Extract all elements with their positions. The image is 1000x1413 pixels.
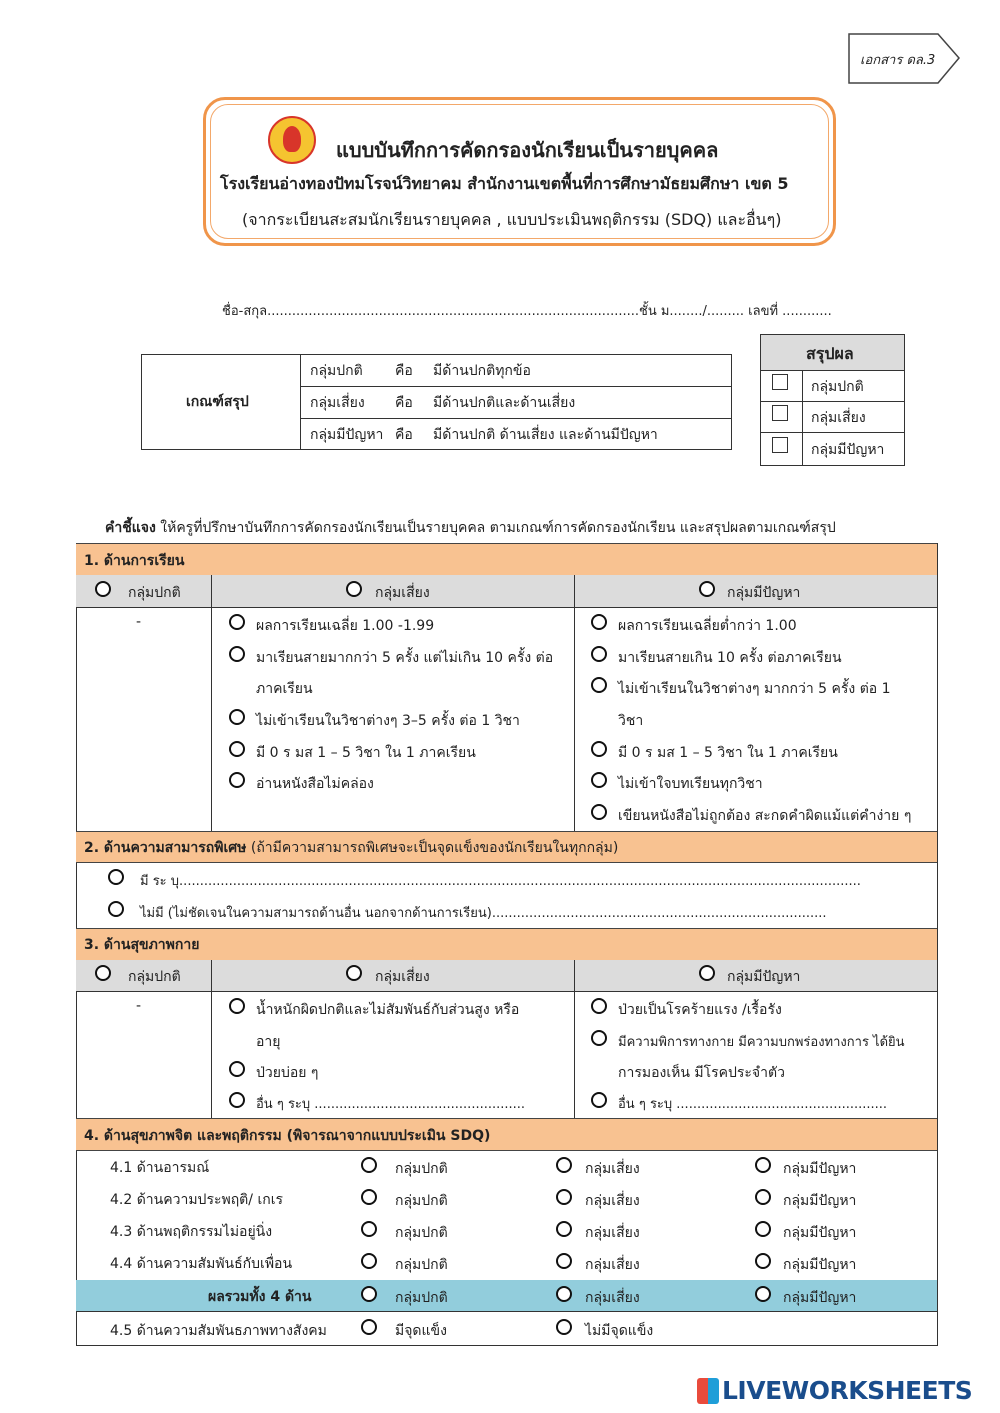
sdq-normal-label: กลุ่มปกติ [395, 1257, 448, 1273]
s1-problem-item-radio[interactable] [591, 772, 607, 788]
criteria-is: คือ [395, 363, 413, 379]
s1-problem-item: ผลการเรียนเฉลี่ยต่ำกว่า 1.00 [618, 618, 797, 634]
sdq-problem-label: กลุ่มมีปัญหา [783, 1225, 857, 1241]
criteria-desc: มีด้านปกติ ด้านเสี่ยง และด้านมีปัญหา [433, 427, 658, 443]
s1-problem-radio[interactable] [699, 581, 715, 597]
s3-risk-label: กลุ่มเสี่ยง [375, 969, 430, 985]
s1-problem-item-radio[interactable] [591, 804, 607, 820]
school-name: โรงเรียนอ่างทองปัทมโรจน์วิทยาคม สำนักงานเขตพื้นที่การศึกษามัธยมศึกษา เขต 5 [220, 174, 789, 193]
sdq-risk-label: กลุ่มเสี่ยง [585, 1161, 640, 1177]
liveworksheets-logo: LIVEWORKSHEETS [722, 1376, 973, 1405]
summary-checkbox-risk[interactable] [772, 405, 788, 421]
s1-risk-label: กลุ่มเสี่ยง [375, 585, 430, 601]
s1-risk-radio[interactable] [346, 581, 362, 597]
sdq-problem-radio[interactable] [755, 1157, 771, 1173]
s3-problem-item[interactable]: อื่น ๆ ระบุ ................................................... [618, 1097, 888, 1112]
total-problem-label: กลุ่มมีปัญหา [783, 1290, 857, 1306]
s1-problem-item-radio[interactable] [591, 614, 607, 630]
s2-none-radio[interactable] [108, 901, 124, 917]
s3-normal-none: - [136, 998, 142, 1014]
s1-risk-item: ผลการเรียนเฉลี่ย 1.00 -1.99 [256, 618, 435, 634]
summary-option: กลุ่มเสี่ยง [811, 410, 866, 426]
s1-risk-item: มาเรียนสายมากกว่า 5 ครั้ง แต่ไม่เกิน 10 ครั้ง ต่อ [256, 650, 554, 666]
s3-problem-item-cont: การมองเห็น มีโรคประจำตัว [618, 1065, 785, 1081]
s1-problem-item: มาเรียนสายเกิน 10 ครั้ง ต่อภาคเรียน [618, 650, 842, 666]
s3-risk-item-radio[interactable] [229, 998, 245, 1014]
s3-normal-label: กลุ่มปกติ [128, 969, 181, 985]
section-2-title-row [84, 837, 618, 859]
criteria-label: เกณฑ์สรุป [186, 394, 249, 410]
instruction-label: คำชี้แจง [105, 520, 156, 536]
instruction-text: ให้ครูที่ปรึกษาบันทึกการคัดกรองนักเรียนเป็นรายบุคคล ตามเกณฑ์การคัดกรองนักเรียน และสรุปผลตามเกณฑ์สรุป [160, 520, 836, 536]
s1-normal-label: กลุ่มปกติ [128, 585, 181, 601]
page-title: แบบบันทึกการคัดกรองนักเรียนเป็นรายบุคคล [336, 138, 719, 162]
criteria-is: คือ [395, 427, 413, 443]
s3-problem-label: กลุ่มมีปัญหา [727, 969, 801, 985]
summary-checkbox-normal[interactable] [772, 374, 788, 390]
total-risk-radio[interactable] [556, 1286, 572, 1302]
total-label: ผลรวมทั้ง 4 ด้าน [208, 1289, 312, 1305]
s1-problem-item-cont: วิชา [618, 713, 644, 729]
total-normal-label: กลุ่มปกติ [395, 1290, 448, 1306]
sdq-normal-label: กลุ่มปกติ [395, 1225, 448, 1241]
s1-normal-none: - [136, 614, 142, 630]
s3-normal-radio[interactable] [95, 965, 111, 981]
sdq-row-label: 4.3 ด้านพฤติกรรมไม่อยู่นิ่ง [110, 1224, 273, 1240]
s1-problem-item-radio[interactable] [591, 741, 607, 757]
s3-risk-item-radio[interactable] [229, 1061, 245, 1077]
s3-risk-item-radio[interactable] [229, 1092, 245, 1108]
s3-risk-item: ป่วยบ่อย ๆ [256, 1065, 319, 1081]
s1-problem-item-radio[interactable] [591, 677, 607, 693]
social-no-strength-label: ไม่มีจุดแข็ง [585, 1323, 654, 1339]
s2-has-option[interactable]: มี ระ บุ..................................................................................................................................................................... [140, 874, 861, 889]
section-3-header [76, 928, 937, 961]
criteria-desc: มีด้านปกติทุกข้อ [433, 363, 531, 379]
s3-problem-item: ป่วยเป็นโรคร้ายแรง /เรื้อรัง [618, 1002, 782, 1018]
sdq-risk-radio[interactable] [556, 1221, 572, 1237]
sdq-risk-radio[interactable] [556, 1253, 572, 1269]
s1-risk-item-radio[interactable] [229, 646, 245, 662]
social-no-strength-radio[interactable] [556, 1319, 572, 1335]
s1-risk-item-cont: ภาคเรียน [256, 681, 313, 697]
s1-risk-item: มี 0 ร มส 1 – 5 วิชา ใน 1 ภาคเรียน [256, 745, 476, 761]
source-note: (จากระเบียนสะสมนักเรียนรายบุคคล , แบบประเมินพฤติกรรม (SDQ) และอื่นๆ) [242, 210, 782, 229]
section-1-title: 1. ด้านการเรียน [84, 553, 185, 569]
criteria-group: กลุ่มเสี่ยง [310, 395, 365, 411]
sdq-row-label: 4.1 ด้านอารมณ์ [110, 1160, 210, 1176]
summary-option: กลุ่มปกติ [811, 379, 864, 395]
summary-option: กลุ่มมีปัญหา [811, 442, 885, 458]
s1-normal-radio[interactable] [95, 581, 111, 597]
s3-problem-item-radio[interactable] [591, 1092, 607, 1108]
sdq-problem-label: กลุ่มมีปัญหา [783, 1161, 857, 1177]
sdq-risk-radio[interactable] [556, 1189, 572, 1205]
sdq-risk-label: กลุ่มเสี่ยง [585, 1257, 640, 1273]
s1-problem-item: มี 0 ร มส 1 – 5 วิชา ใน 1 ภาคเรียน [618, 745, 838, 761]
s3-risk-item: น้ำหนักผิดปกติและไม่สัมพันธ์กับส่วนสูง หรือ [256, 1002, 520, 1018]
instruction [105, 517, 836, 539]
criteria-group: กลุ่มปกติ [310, 363, 363, 379]
s1-problem-item: ไม่เข้าเรียนในวิชาต่างๆ มากกว่า 5 ครั้ง ต่อ 1 [618, 681, 891, 697]
section-3-title: 3. ด้านสุขภาพกาย [84, 937, 200, 953]
criteria-desc: มีด้านปกติและด้านเสี่ยง [433, 395, 576, 411]
s1-problem-label: กลุ่มมีปัญหา [727, 585, 801, 601]
sdq-normal-radio[interactable] [361, 1157, 377, 1173]
summary-title: สรุปผล [806, 344, 854, 363]
social-strength-label: มีจุดแข็ง [395, 1323, 447, 1339]
s2-has-radio[interactable] [108, 869, 124, 885]
s1-problem-item: ไม่เข้าใจบทเรียนทุกวิชา [618, 776, 763, 792]
s3-problem-radio[interactable] [699, 965, 715, 981]
criteria-is: คือ [395, 395, 413, 411]
section-4-title: 4. ด้านสุขภาพจิต และพฤติกรรม (พิจารณาจากแบบประเมิน SDQ) [84, 1128, 491, 1144]
social-strength-radio[interactable] [361, 1319, 377, 1335]
total-normal-radio[interactable] [361, 1286, 377, 1302]
criteria-group: กลุ่มมีปัญหา [310, 427, 384, 443]
sdq-normal-radio[interactable] [361, 1189, 377, 1205]
s1-risk-item-radio[interactable] [229, 709, 245, 725]
social-label: 4.5 ด้านความสัมพันธภาพทางสังคม [110, 1323, 327, 1339]
summary-checkbox-problem[interactable] [772, 437, 788, 453]
liveworksheets-icon [697, 1378, 719, 1404]
total-problem-radio[interactable] [755, 1286, 771, 1302]
s3-problem-item-radio[interactable] [591, 998, 607, 1014]
s1-risk-item: อ่านหนังสือไม่คล่อง [256, 776, 374, 792]
s3-risk-item-cont: อายุ [256, 1034, 281, 1050]
s1-risk-item-radio[interactable] [229, 772, 245, 788]
sdq-problem-radio[interactable] [755, 1221, 771, 1237]
sdq-normal-label: กลุ่มปกติ [395, 1161, 448, 1177]
document-tag-label: เอกสาร ดล.3 [860, 53, 936, 68]
sdq-problem-label: กลุ่มมีปัญหา [783, 1257, 857, 1273]
sdq-problem-radio[interactable] [755, 1253, 771, 1269]
s1-risk-item-radio[interactable] [229, 614, 245, 630]
section-2-note: (ถ้ามีความสามารถพิเศษจะเป็นจุดแข็งของนักเรียนในทุกกลุ่ม) [250, 840, 619, 856]
s1-problem-item-radio[interactable] [591, 646, 607, 662]
sdq-row-label: 4.2 ด้านความประพฤติ/ เกเร [110, 1192, 284, 1208]
s3-problem-item: มีความพิการทางกาย มีความบกพร่องทางการ ได้ยิน [618, 1035, 905, 1050]
sdq-risk-label: กลุ่มเสี่ยง [585, 1193, 640, 1209]
total-risk-label: กลุ่มเสี่ยง [585, 1290, 640, 1306]
section-1-header [76, 543, 937, 576]
s1-risk-item-radio[interactable] [229, 741, 245, 757]
sdq-problem-label: กลุ่มมีปัญหา [783, 1193, 857, 1209]
sdq-problem-radio[interactable] [755, 1189, 771, 1205]
sdq-normal-radio[interactable] [361, 1253, 377, 1269]
sdq-normal-label: กลุ่มปกติ [395, 1193, 448, 1209]
s3-problem-item-radio[interactable] [591, 1030, 607, 1046]
sdq-normal-radio[interactable] [361, 1221, 377, 1237]
s2-none-option: ไม่มี (ไม่ชัดเจนในความสามารถด้านอื่น นอกจากด้านการเรียน)................................................................................. [140, 906, 827, 921]
student-info-line[interactable]: ชื่อ-สกุล..........................................................................................ชั้น ม......../......... เลขที่ ............ [222, 304, 832, 319]
s3-risk-item[interactable]: อื่น ๆ ระบุ ................................................... [256, 1097, 526, 1112]
s3-risk-radio[interactable] [346, 965, 362, 981]
s1-problem-item: เขียนหนังสือไม่ถูกต้อง สะกดคำผิดแม้แต่คำง่าย ๆ [618, 808, 912, 824]
sdq-row-label: 4.4 ด้านความสัมพันธ์กับเพื่อน [110, 1256, 293, 1272]
school-logo [268, 116, 316, 164]
section-2-title: 2. ด้านความสามารถพิเศษ [84, 840, 247, 856]
sdq-risk-label: กลุ่มเสี่ยง [585, 1225, 640, 1241]
sdq-risk-radio[interactable] [556, 1157, 572, 1173]
s1-risk-item: ไม่เข้าเรียนในวิชาต่างๆ 3–5 ครั้ง ต่อ 1 วิชา [256, 713, 520, 729]
